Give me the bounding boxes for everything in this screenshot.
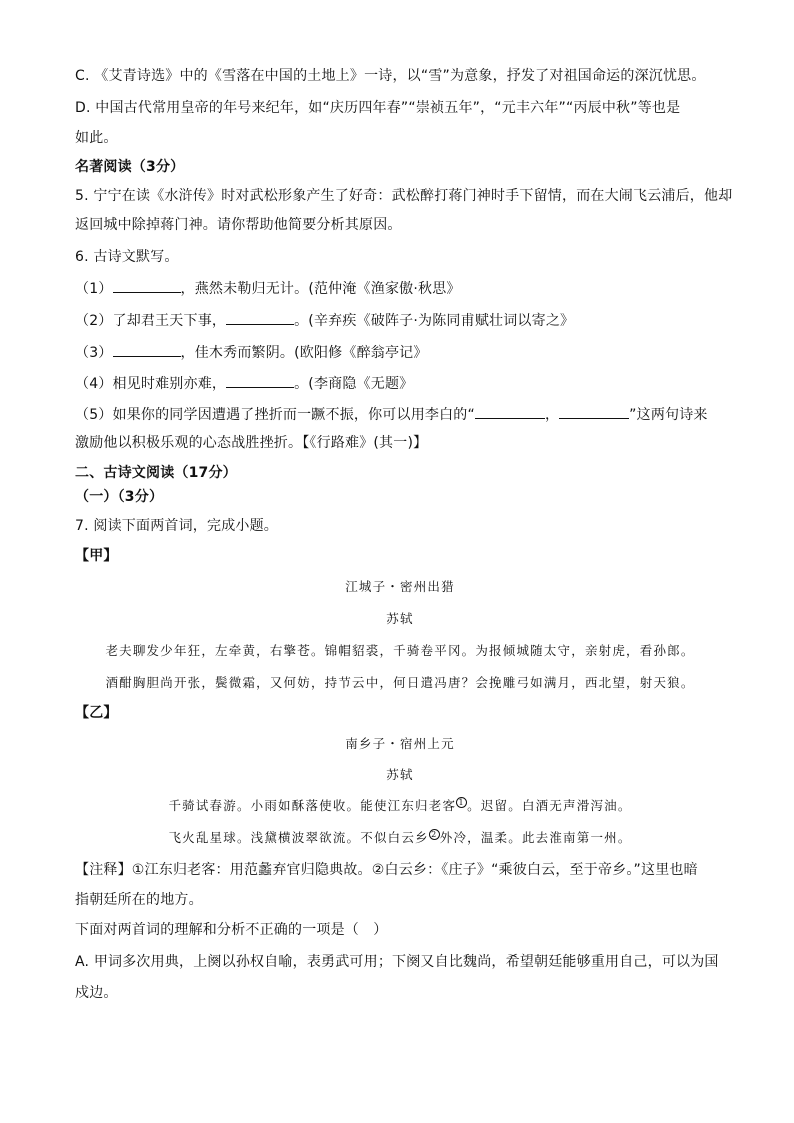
- option-a-line2: 戍边。: [75, 985, 118, 1001]
- fill-blank[interactable]: [559, 404, 629, 419]
- jia-label: 【甲】: [75, 548, 118, 564]
- fill-blank[interactable]: [226, 373, 294, 388]
- q6-2-suffix: 。(辛弃疾《破阵子·为陈同甫赋壮词以寄之》: [294, 313, 575, 329]
- question-6-item3: [75, 342, 725, 363]
- q6-4-prefix: （4）相见时难别亦难，: [75, 376, 227, 392]
- poem2-line2-part1: 飞火乱星球。浅黛横波翠欲流。不似白云乡: [168, 830, 429, 845]
- yi-label: 【乙】: [75, 705, 118, 721]
- poem2-line2: [75, 828, 725, 848]
- question-6: 6. 古诗文默写。: [75, 249, 179, 265]
- q6-5-prefix: （5）如果你的同学因遭遇了挫折而一蹶不振，你可以用李白的“: [75, 407, 475, 423]
- subsection-1-heading: （一）（3分）: [75, 489, 164, 505]
- fill-blank[interactable]: [113, 278, 181, 293]
- q6-3-suffix: ，佳木秀而繁阴。(欧阳修《醉翁亭记》: [180, 345, 428, 361]
- q6-5-suffix: ”这两句诗来: [629, 407, 708, 423]
- q6-3-prefix: （3）: [75, 345, 113, 361]
- poem1-line1: 老夫聊发少年狂，左牵黄，右擎苍。锦帽貂裘，千骑卷平冈。为报倾城随太守，亲射虎，看孙郎。: [105, 643, 695, 658]
- fill-blank[interactable]: [226, 310, 294, 325]
- question-6-item4: [75, 373, 725, 394]
- fill-blank[interactable]: [475, 404, 545, 419]
- footnote-marker-1: 1: [456, 797, 467, 808]
- q6-2-prefix: （2）了却君王天下事，: [75, 313, 227, 329]
- q6-4-suffix: 。(李商隐《无题》: [294, 376, 414, 392]
- poem2-line2-part2: 外冷，温柔。此去淮南第一州。: [439, 830, 632, 845]
- choice-question: 下面对两首词的理解和分析不正确的一项是（ ）: [75, 922, 388, 938]
- option-d-line2: 如此。: [75, 130, 118, 146]
- question-6-item5: [75, 404, 725, 425]
- poem2-title: 南乡子・宿州上元: [345, 736, 455, 751]
- question-5-line1: 5. 宁宁在读《水浒传》时对武松形象产生了好奇：武松醉打蒋门神时手下留情，而在大闹飞云浦后，他却: [75, 188, 733, 204]
- question-6-item5-line2: 激励他以积极乐观的心态战胜挫折。【《行路难》(其一)】: [75, 435, 428, 451]
- annotation-line1: 【注释】①江东归老客：用范蠡弃官归隐典故。②白云乡：《庄子》“乘彼白云，至于帝乡。”这里也暗: [75, 862, 698, 878]
- poem1-author: 苏轼: [386, 611, 414, 626]
- poem2-line1-part1: 千骑试春游。小雨如酥落使收。能使江东归老客: [168, 798, 457, 813]
- q6-1-suffix: ，燕然未勒归无计。(范仲淹《渔家傲·秋思》: [180, 281, 461, 297]
- footnote-marker-2: 2: [429, 829, 440, 840]
- fill-blank[interactable]: [113, 342, 181, 357]
- question-6-item1: [75, 278, 725, 299]
- mingzhu-heading: 名著阅读（3分）: [75, 159, 185, 175]
- poem2-line1-part2: 。迟留。白酒无声滑泻油。: [467, 798, 632, 813]
- q6-1-prefix: （1）: [75, 281, 113, 297]
- question-7: 7. 阅读下面两首词，完成小题。: [75, 518, 279, 534]
- poem1-line2: 酒酣胸胆尚开张，鬓微霜，又何妨，持节云中，何日遣冯唐？会挽雕弓如满月，西北望，射天狼。: [105, 675, 695, 690]
- option-d-line1: D. 中国古代常用皇帝的年号来纪年，如“庆历四年春”“崇祯五年”，“元丰六年”“丙辰中秋”等也是: [75, 100, 681, 116]
- question-5-line2: 返回城中除掉蒋门神。请你帮助他简要分析其原因。: [75, 217, 402, 233]
- option-a-line1: A. 甲词多次用典，上阕以孙权自喻，表勇武可用；下阕又自比魏尚，希望朝廷能够重用自己，可以为国: [75, 954, 719, 970]
- annotation-line2: 指朝廷所在的地方。: [75, 892, 203, 908]
- option-c: C. 《艾青诗选》中的《雪落在中国的土地上》一诗，以“雪”为意象，抒发了对祖国命运的深沉忧思。: [75, 68, 706, 84]
- poem1-title: 江城子・密州出猎: [345, 579, 455, 594]
- q6-5-middle: ，: [544, 407, 560, 423]
- question-6-item2: [75, 310, 725, 331]
- poem2-line1: [75, 796, 725, 816]
- section-2-heading: 二、古诗文阅读（17分）: [75, 465, 237, 481]
- poem2-author: 苏轼: [386, 767, 414, 782]
